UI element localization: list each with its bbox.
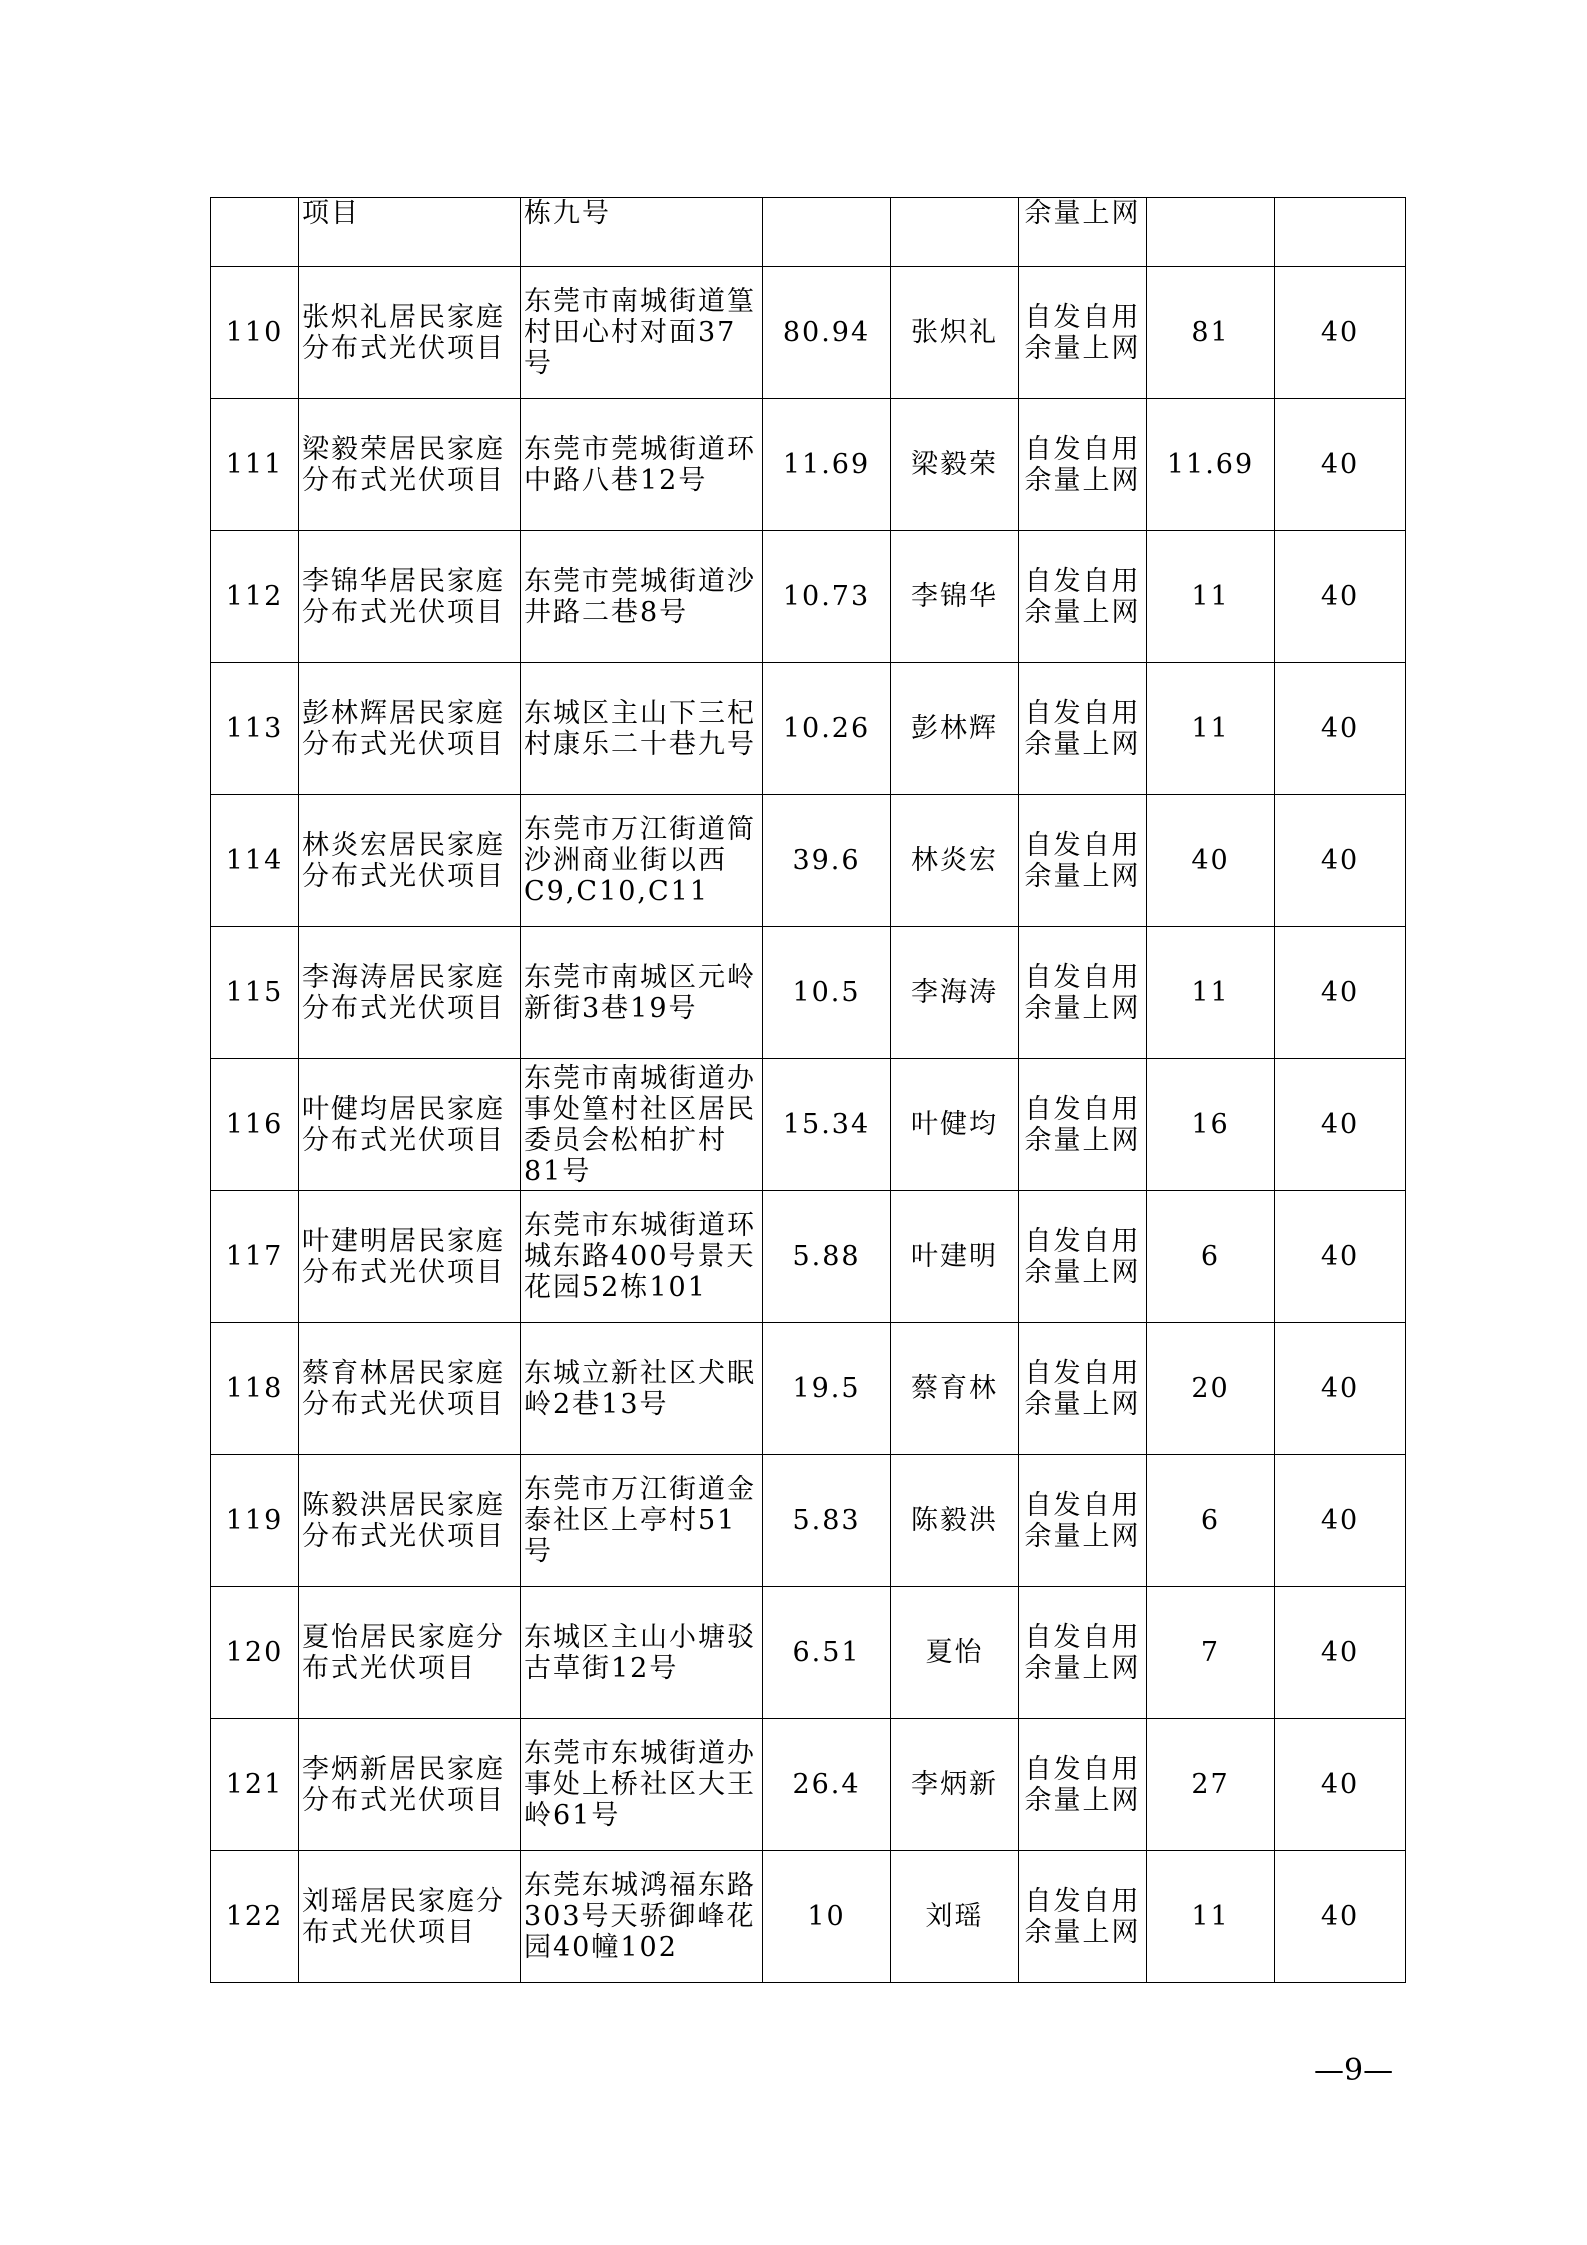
cell-price: 40 [1275, 1323, 1406, 1455]
table-row [211, 663, 1406, 795]
cell-capacity: 39.6 [763, 795, 891, 927]
cell-address: 东莞市莞城街道环中路八巷12号 [521, 399, 763, 531]
cell-capacity: 10 [763, 1851, 891, 1983]
cell-grid-mode: 自发自用余量上网 [1019, 927, 1147, 1059]
cell-grid-capacity: 11 [1147, 927, 1275, 1059]
cell-project-name: 梁毅荣居民家庭分布式光伏项目 [299, 399, 521, 531]
cell-grid-mode: 自发自用余量上网 [1019, 663, 1147, 795]
cell-project-name: 陈毅洪居民家庭分布式光伏项目 [299, 1455, 521, 1587]
cell-grid-capacity: 11 [1147, 531, 1275, 663]
cell-owner: 刘瑶 [891, 1851, 1019, 1983]
cell-address: 东莞市万江街道金泰社区上亭村51号 [521, 1455, 763, 1587]
cell-grid-mode: 自发自用余量上网 [1019, 531, 1147, 663]
cell-owner: 李炳新 [891, 1719, 1019, 1851]
cell-price: 40 [1275, 663, 1406, 795]
cell-project-name: 项目 [299, 198, 521, 267]
cell-no: 116 [211, 1059, 299, 1191]
cell-grid-capacity: 40 [1147, 795, 1275, 927]
cell-address: 东莞市南城街道办事处篁村社区居民委员会松柏扩村81号 [521, 1059, 763, 1191]
cell-grid-mode: 自发自用余量上网 [1019, 1851, 1147, 1983]
cell-address: 东城区主山小塘驳古草街12号 [521, 1587, 763, 1719]
cell-no [211, 198, 299, 267]
cell-price [1275, 198, 1406, 267]
cell-price: 40 [1275, 267, 1406, 399]
cell-owner: 李锦华 [891, 531, 1019, 663]
cell-project-name: 李锦华居民家庭分布式光伏项目 [299, 531, 521, 663]
cell-grid-capacity: 6 [1147, 1455, 1275, 1587]
cell-owner: 张炽礼 [891, 267, 1019, 399]
cell-address: 东城区主山下三杞村康乐二十巷九号 [521, 663, 763, 795]
cell-price: 40 [1275, 399, 1406, 531]
cell-address: 东莞东城鸿福东路303号天骄御峰花园40幢102 [521, 1851, 763, 1983]
table-row [211, 531, 1406, 663]
cell-owner: 彭林辉 [891, 663, 1019, 795]
cell-price: 40 [1275, 1587, 1406, 1719]
cell-grid-mode: 自发自用余量上网 [1019, 1059, 1147, 1191]
cell-address: 东莞市南城区元岭新街3巷19号 [521, 927, 763, 1059]
cell-no: 120 [211, 1587, 299, 1719]
table-row [211, 1851, 1406, 1983]
cell-owner [891, 198, 1019, 267]
cell-grid-capacity: 6 [1147, 1191, 1275, 1323]
table-row-continued [211, 198, 1406, 267]
table-row [211, 1191, 1406, 1323]
cell-price: 40 [1275, 795, 1406, 927]
cell-grid-mode: 自发自用余量上网 [1019, 1191, 1147, 1323]
cell-no: 112 [211, 531, 299, 663]
table-row [211, 267, 1406, 399]
cell-grid-mode: 自发自用余量上网 [1019, 1455, 1147, 1587]
cell-capacity: 5.88 [763, 1191, 891, 1323]
cell-capacity: 10.5 [763, 927, 891, 1059]
table-row [211, 927, 1406, 1059]
cell-no: 117 [211, 1191, 299, 1323]
cell-grid-mode: 自发自用余量上网 [1019, 1719, 1147, 1851]
table-row [211, 1323, 1406, 1455]
cell-owner: 蔡育林 [891, 1323, 1019, 1455]
cell-capacity: 6.51 [763, 1587, 891, 1719]
project-table [210, 197, 1406, 1983]
cell-no: 121 [211, 1719, 299, 1851]
cell-project-name: 李海涛居民家庭分布式光伏项目 [299, 927, 521, 1059]
cell-no: 118 [211, 1323, 299, 1455]
cell-price: 40 [1275, 1191, 1406, 1323]
cell-address: 东莞市万江街道简沙洲商业街以西C9,C10,C11 [521, 795, 763, 927]
cell-no: 119 [211, 1455, 299, 1587]
cell-no: 111 [211, 399, 299, 531]
cell-no: 115 [211, 927, 299, 1059]
cell-project-name: 林炎宏居民家庭分布式光伏项目 [299, 795, 521, 927]
cell-project-name: 张炽礼居民家庭分布式光伏项目 [299, 267, 521, 399]
cell-capacity: 10.26 [763, 663, 891, 795]
cell-address: 东莞市东城街道办事处上桥社区大王岭61号 [521, 1719, 763, 1851]
cell-price: 40 [1275, 1059, 1406, 1191]
cell-owner: 叶建明 [891, 1191, 1019, 1323]
cell-capacity: 80.94 [763, 267, 891, 399]
cell-address: 东莞市东城街道环城东路400号景天花园52栋101 [521, 1191, 763, 1323]
cell-project-name: 叶建明居民家庭分布式光伏项目 [299, 1191, 521, 1323]
page-number: —9— [1314, 2053, 1394, 2088]
cell-project-name: 刘瑶居民家庭分布式光伏项目 [299, 1851, 521, 1983]
cell-owner: 林炎宏 [891, 795, 1019, 927]
cell-address: 东莞市莞城街道沙井路二巷8号 [521, 531, 763, 663]
table-row [211, 1059, 1406, 1191]
cell-owner: 叶健均 [891, 1059, 1019, 1191]
cell-project-name: 夏怡居民家庭分布式光伏项目 [299, 1587, 521, 1719]
cell-no: 122 [211, 1851, 299, 1983]
cell-capacity: 11.69 [763, 399, 891, 531]
table-row [211, 399, 1406, 531]
table-row [211, 1719, 1406, 1851]
cell-address: 东莞市南城街道篁村田心村对面37号 [521, 267, 763, 399]
cell-address: 东城立新社区犬眠岭2巷13号 [521, 1323, 763, 1455]
cell-price: 40 [1275, 1851, 1406, 1983]
cell-capacity: 26.4 [763, 1719, 891, 1851]
cell-project-name: 蔡育林居民家庭分布式光伏项目 [299, 1323, 521, 1455]
cell-no: 114 [211, 795, 299, 927]
cell-address: 栋九号 [521, 198, 763, 267]
cell-grid-mode: 自发自用余量上网 [1019, 267, 1147, 399]
cell-owner: 陈毅洪 [891, 1455, 1019, 1587]
cell-grid-mode: 自发自用余量上网 [1019, 399, 1147, 531]
cell-project-name: 彭林辉居民家庭分布式光伏项目 [299, 663, 521, 795]
table-row [211, 795, 1406, 927]
cell-capacity: 19.5 [763, 1323, 891, 1455]
cell-no: 113 [211, 663, 299, 795]
cell-project-name: 叶健均居民家庭分布式光伏项目 [299, 1059, 521, 1191]
cell-grid-capacity [1147, 198, 1275, 267]
cell-price: 40 [1275, 927, 1406, 1059]
cell-price: 40 [1275, 1719, 1406, 1851]
cell-owner: 梁毅荣 [891, 399, 1019, 531]
cell-no: 110 [211, 267, 299, 399]
cell-price: 40 [1275, 1455, 1406, 1587]
cell-grid-capacity: 27 [1147, 1719, 1275, 1851]
cell-grid-capacity: 11 [1147, 663, 1275, 795]
cell-owner: 李海涛 [891, 927, 1019, 1059]
cell-grid-mode: 自发自用余量上网 [1019, 1587, 1147, 1719]
cell-grid-capacity: 11 [1147, 1851, 1275, 1983]
cell-capacity: 10.73 [763, 531, 891, 663]
cell-grid-mode: 自发自用余量上网 [1019, 1323, 1147, 1455]
cell-grid-capacity: 20 [1147, 1323, 1275, 1455]
cell-grid-capacity: 81 [1147, 267, 1275, 399]
table-row [211, 1587, 1406, 1719]
cell-price: 40 [1275, 531, 1406, 663]
cell-grid-capacity: 7 [1147, 1587, 1275, 1719]
cell-grid-mode: 自发自用余量上网 [1019, 795, 1147, 927]
table-row [211, 1455, 1406, 1587]
cell-capacity: 5.83 [763, 1455, 891, 1587]
cell-capacity: 15.34 [763, 1059, 891, 1191]
cell-project-name: 李炳新居民家庭分布式光伏项目 [299, 1719, 521, 1851]
cell-grid-mode: 余量上网 [1019, 198, 1147, 267]
cell-capacity [763, 198, 891, 267]
cell-grid-capacity: 16 [1147, 1059, 1275, 1191]
cell-owner: 夏怡 [891, 1587, 1019, 1719]
cell-grid-capacity: 11.69 [1147, 399, 1275, 531]
